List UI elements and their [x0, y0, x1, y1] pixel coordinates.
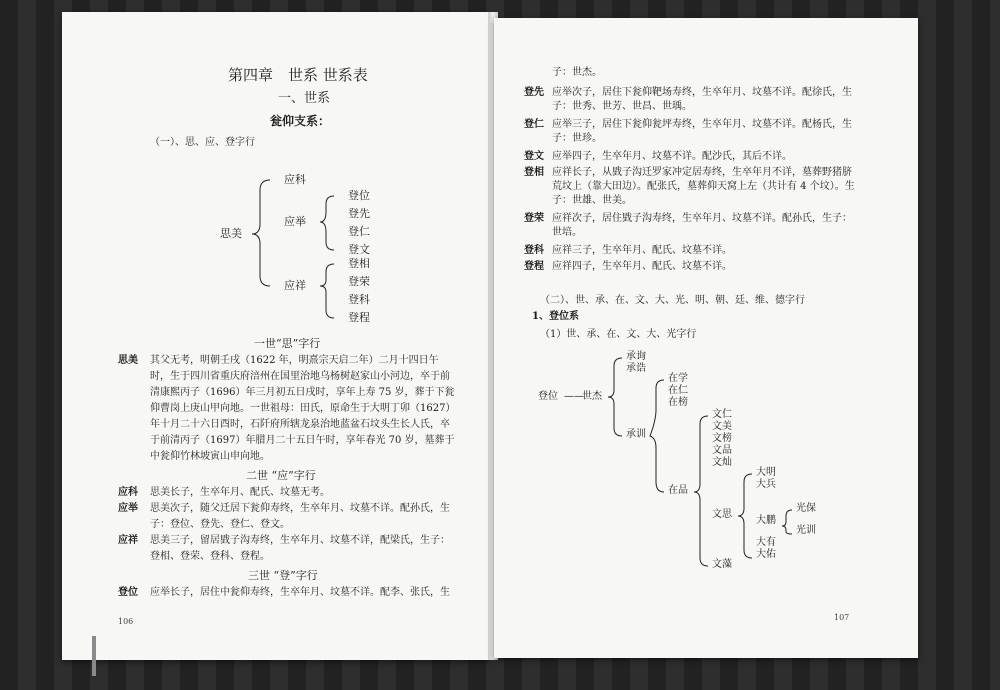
subsection-heading: （一）、思、应、登字行: [150, 137, 255, 148]
entry-line: 登相、登荣、登科、登程。: [150, 551, 270, 562]
entry-line: 年十月二十六日酉时，石阡府所辖龙泉治地蓝盆石坟头生长人氏，卒: [150, 419, 450, 430]
entry-name: 登仁: [524, 119, 544, 130]
entry-line: 其父无考，明朝壬戌（1622 年，明熹宗天启二年）二月十四日午: [150, 355, 439, 366]
tree-node: 在榜: [668, 397, 688, 408]
entry-line: 世培。: [552, 227, 582, 238]
entry-line: 应祥次子，居住戥子沟寿终，生卒年月、坟墓不详。配孙氏，生子：: [552, 213, 852, 224]
tree-gen3-node: 登荣: [348, 275, 370, 288]
tree-gen2-node: 应科: [284, 173, 306, 186]
entry-line: 子：登位、登先、登仁、登文。: [150, 519, 290, 530]
tree-node: 承诰: [626, 363, 646, 374]
entry-line: 思美三子，留居戥子沟寿终，生卒年月、坟墓不详，配梁氏，生子：: [150, 535, 450, 546]
tree-root: 思美: [220, 227, 242, 240]
gen3-heading: 三世 “登”字行: [248, 569, 318, 582]
tree-node: 大鹏: [756, 515, 776, 526]
tree-node: 大兵: [756, 479, 776, 490]
right-page: [494, 18, 918, 658]
tree-lines: [494, 18, 918, 658]
entry-name: 应科: [118, 487, 138, 498]
entry-name: 登相: [524, 167, 544, 178]
tree-gen3-node: 登文: [348, 243, 370, 256]
entry-line: 子：世雄、世美。: [552, 195, 632, 206]
tree-node: 在仁: [668, 385, 688, 396]
tree-node: 大明: [756, 467, 776, 478]
entry-line: 荒坟上（靠大田边）。配张氏，墓葬仰天窝上左（共计有 4 个坟）。生: [552, 181, 855, 192]
entry-line: 思美长子，生卒年月、配氏、坟墓无考。: [150, 487, 330, 498]
tree-gen3-node: 登科: [348, 293, 370, 306]
tree-gen2-node: 应举: [284, 215, 306, 228]
subsection-heading: （二）、世、承、在、文、大、光、明、朝、廷、维、德字行: [540, 295, 805, 306]
entry-line: 中瓮仰竹林坡寅山申向地。: [150, 451, 270, 462]
entry-name: 登科: [524, 245, 544, 256]
left-page: [62, 12, 490, 660]
tree-node: 光训: [796, 525, 816, 536]
subsection-heading: 1、登位系: [532, 311, 579, 322]
branch-heading: 瓮仰支系：: [270, 114, 331, 128]
tree-root: 登位: [538, 391, 558, 402]
entry-name: 登荣: [524, 213, 544, 224]
tree-gen3-node: 登仁: [348, 225, 370, 238]
bookmark-ribbon: [92, 636, 96, 676]
tree-brackets: [62, 12, 490, 660]
entry-line: 时，生于四川省重庆府涪州在国里治地乌杨树赵家山小河边，卒于前: [150, 371, 450, 382]
entry-line: 于前清丙子（1697）年腊月二十五日午时，享年春光 70 岁，墓葬于: [150, 435, 455, 446]
entry-line: 应举三子，居住下瓮仰瓮坪寿终，生卒年月、坟墓不详。配杨氏，生: [552, 119, 852, 130]
entry-line: 子：世杰。: [552, 67, 602, 78]
entry-name: 思美: [118, 355, 138, 366]
tree-node: 文仁: [712, 409, 732, 420]
entry-line: 应举四子，生卒年月、坟墓不详。配沙氏，其后不详。: [552, 151, 792, 162]
gen2-heading: 二世 “应”字行: [246, 469, 316, 482]
tree-gen2-node: 应祥: [284, 279, 306, 292]
tree-gen3-node: 登相: [348, 257, 370, 270]
tree-node: 大有: [756, 537, 776, 548]
tree-node: 文品: [712, 445, 732, 456]
entry-name: 登位: [118, 587, 138, 598]
entry-line: 子：世秀、世芳、世昌、世瑀。: [552, 101, 692, 112]
tree-gen3-node: 登先: [348, 207, 370, 220]
entry-line: 思美次子，随父迁居下瓮仰寿终，生卒年月、坟墓不详。配孙氏，生: [150, 503, 450, 514]
entry-name: 登程: [524, 261, 544, 272]
entry-line: 应举次子，居住下瓮仰靶场寿终，生卒年月、坟墓不详。配徐氏，生: [552, 87, 852, 98]
tree-gen3-node: 登程: [348, 311, 370, 324]
subsection-heading: （1）世、承、在、文、大、光字行: [540, 329, 697, 340]
entry-line: 仰曹岗上庚山甲向地。一世祖母：田氏，原命生于大明丁卯（1627）: [150, 403, 456, 414]
entry-line: 应举长子，居住中瓮仰寿终，生卒年月、坟墓不详。配李、张氏，生: [150, 587, 450, 598]
tree-node: 在品: [668, 485, 688, 496]
section-heading: 一、世系: [278, 91, 331, 106]
chapter-title: 第四章 世系 世系表: [228, 66, 368, 84]
entry-line: 子：世珍。: [552, 133, 602, 144]
tree-node: 承询: [626, 351, 646, 362]
tree-node: 文藻: [712, 559, 732, 570]
entry-line: 应祥三子，生卒年月、配氏、坟墓不详。: [552, 245, 732, 256]
tree-node: 世杰: [582, 391, 602, 402]
entry-name: 登文: [524, 151, 544, 162]
tree-node: 文灿: [712, 457, 732, 468]
entry-name: 登先: [524, 87, 544, 98]
tree-node: 在学: [668, 373, 688, 384]
tree-gen3-node: 登位: [348, 189, 370, 202]
tree-connector: ——: [564, 391, 584, 402]
tree-node: 光保: [796, 503, 816, 514]
gen1-heading: 一世“思”字行: [254, 337, 321, 350]
tree-node: 大佑: [756, 549, 776, 560]
entry-line: 应祥长子，从戥子沟迁罗家冲定居寿终，生卒年月不详，墓葬野猪脐: [552, 167, 852, 178]
tree-node: 承训: [626, 429, 646, 440]
tree-node: 文榜: [712, 433, 732, 444]
tree-node: 文思: [712, 509, 732, 520]
entry-line: 应祥四子，生卒年月、配氏、坟墓不详。: [552, 261, 732, 272]
page-number: 107: [834, 613, 850, 622]
page-number: 106: [118, 617, 134, 626]
tree-node: 文美: [712, 421, 732, 432]
entry-name: 应祥: [118, 535, 138, 546]
entry-line: 清康熙丙子（1696）年三月初五日戌时，享年上寿 75 岁，葬于下瓮: [150, 387, 455, 398]
entry-name: 应举: [118, 503, 138, 514]
